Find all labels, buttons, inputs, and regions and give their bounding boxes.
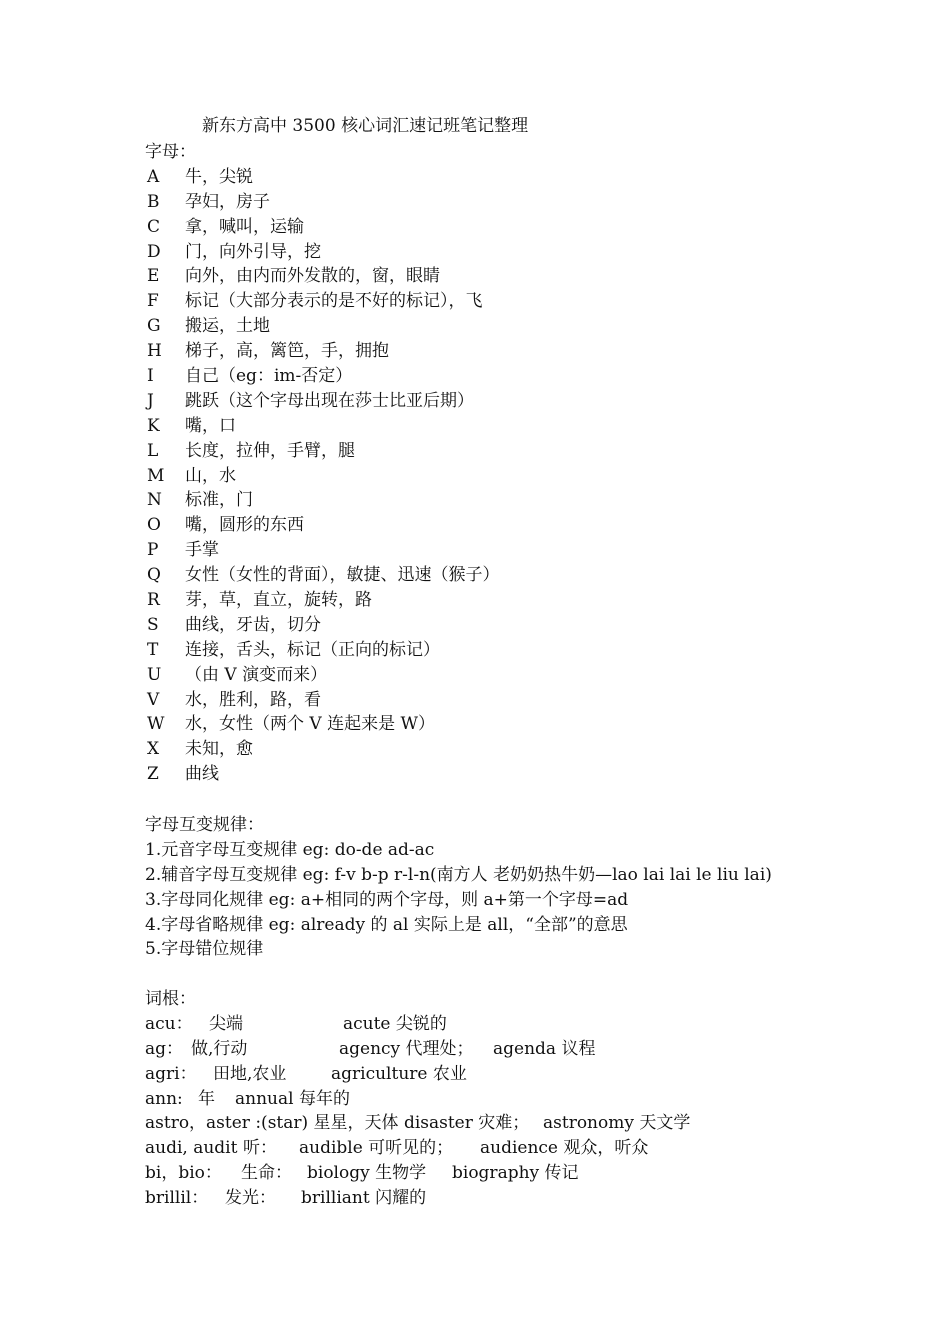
letter-meaning: 水，胜利，路，看: [185, 689, 321, 710]
letter-meaning: 水，女性（两个 V 连起来是 W）: [185, 714, 435, 735]
root-example: audible 可听见的；: [299, 1138, 454, 1159]
letter-row: [145, 165, 500, 190]
letter-meaning: 嘴，口: [185, 415, 236, 436]
letter-key: H: [147, 341, 162, 362]
letter-key: J: [147, 390, 154, 411]
root-meaning: 田地,农业: [213, 1063, 287, 1084]
letter-key: O: [147, 515, 161, 536]
letter-row: [145, 588, 500, 613]
root-term: ann:: [145, 1088, 183, 1109]
letter-meaning: 自己（eg：im-否定）: [185, 366, 353, 387]
root-term: brillil：: [145, 1188, 209, 1209]
letter-meaning: 孕妇，房子: [185, 191, 270, 212]
letter-key: P: [147, 540, 159, 561]
letter-row: [145, 464, 500, 489]
letter-row: [145, 613, 500, 638]
root-row: [145, 1062, 690, 1087]
letter-key: C: [147, 216, 161, 237]
root-row: [145, 1161, 690, 1186]
roots-heading: 词根：: [145, 989, 196, 1009]
letter-meaning: 拿，喊叫，运输: [185, 216, 304, 237]
letter-row: [145, 488, 500, 513]
root-term: astro，aster :(star) 星星，天体 disaster 灾难；: [145, 1113, 530, 1134]
letter-meaning: 曲线: [185, 764, 219, 785]
letter-key: K: [147, 415, 160, 436]
letter-key: T: [147, 639, 159, 660]
letter-row: [145, 364, 500, 389]
letter-meaning: 嘴，圆形的东西: [185, 515, 304, 536]
letter-key: N: [147, 490, 162, 511]
root-term: audi, audit: [145, 1138, 238, 1159]
letter-key: I: [147, 366, 154, 387]
letter-row: [145, 563, 500, 588]
letter-meaning: 女性（女性的背面），敏捷、迅速（猴子）: [185, 565, 500, 586]
letter-row: [145, 688, 500, 713]
letter-meaning: （由 V 演变而来）: [185, 664, 328, 685]
letter-row: [145, 414, 500, 439]
root-row: [145, 1012, 690, 1037]
letter-row: [145, 737, 500, 762]
letter-key: M: [147, 465, 165, 486]
root-example: acute 尖锐的: [343, 1013, 447, 1034]
letters-list: [145, 165, 500, 787]
root-meaning: 生命：: [241, 1163, 292, 1184]
root-term: bi，bio：: [145, 1163, 222, 1184]
letter-row: [145, 240, 500, 265]
root-meaning: 做,行动: [191, 1038, 248, 1059]
letter-meaning: 曲线，牙齿，切分: [185, 614, 321, 635]
root-row: [145, 1136, 690, 1161]
letter-row: [145, 289, 500, 314]
letter-row: [145, 389, 500, 414]
letter-key: U: [147, 664, 162, 685]
letter-row: [145, 314, 500, 339]
letter-row: [145, 712, 500, 737]
letter-row: [145, 264, 500, 289]
letter-row: [145, 538, 500, 563]
root-row: [145, 1111, 690, 1136]
letter-key: Q: [147, 565, 161, 586]
rule-item: 2.辅音字母互变规律 eg: f-v b-p r-l-n(南方人 老奶奶热牛奶—lao lai lai le liu lai): [145, 864, 772, 885]
root-row: [145, 1186, 690, 1211]
rule-item: 1.元音字母互变规律 eg: do-de ad-ac: [145, 839, 435, 860]
rule-item: 4.字母省略规律 eg: already 的 al 实际上是 all，“全部”的意思: [145, 914, 628, 935]
letter-meaning: 芽，草，直立，旋转，路: [185, 590, 372, 611]
root-term: agri：: [145, 1063, 197, 1084]
letter-row: [145, 339, 500, 364]
letter-meaning: 跳跃（这个字母出现在莎士比亚后期）: [185, 390, 474, 411]
letter-key: X: [147, 739, 160, 760]
letter-key: L: [147, 440, 159, 461]
letter-key: Z: [147, 764, 159, 785]
root-example: astronomy 天文学: [543, 1113, 691, 1134]
root-row: [145, 1087, 690, 1112]
root-example: biology 生物学: [307, 1163, 427, 1184]
letter-key: F: [147, 291, 159, 312]
root-term: ag：: [145, 1038, 184, 1059]
root-term: acu：: [145, 1013, 193, 1034]
letter-meaning: 标准，门: [185, 490, 253, 511]
letter-meaning: 连接，舌头，标记（正向的标记）: [185, 639, 440, 660]
letter-key: G: [147, 316, 161, 337]
letters-section: [145, 140, 500, 787]
letter-row: [145, 663, 500, 688]
letter-meaning: 搬运，土地: [185, 316, 270, 337]
letter-row: [145, 513, 500, 538]
letter-key: B: [147, 191, 160, 212]
letter-row: [145, 638, 500, 663]
root-example: biography 传记: [452, 1163, 579, 1184]
letter-row: [145, 215, 500, 240]
root-example: annual 每年的: [235, 1088, 350, 1109]
root-meaning: 尖端: [209, 1013, 243, 1034]
rules-section: [145, 813, 772, 962]
root-row: [145, 1037, 690, 1062]
root-example: agriculture 农业: [331, 1063, 467, 1084]
letter-meaning: 标记（大部分表示的是不好的标记），飞: [185, 291, 483, 312]
letter-key: V: [147, 689, 160, 710]
letter-key: R: [147, 590, 160, 611]
letter-key: D: [147, 241, 161, 262]
letter-row: [145, 762, 500, 787]
letter-meaning: 门，向外引导，挖: [185, 241, 321, 262]
root-example: agency 代理处；: [339, 1038, 474, 1059]
rules-heading: 字母互变规律：: [145, 815, 264, 835]
rule-item: 3.字母同化规律 eg: a+相同的两个字母，则 a+第一个字母=ad: [145, 889, 629, 910]
letter-row: [145, 190, 500, 215]
roots-section: [145, 987, 690, 1211]
letter-meaning: 牛，尖锐: [185, 166, 253, 187]
letter-meaning: 未知，愈: [185, 739, 253, 760]
letter-meaning: 长度，拉伸，手臂，腿: [185, 440, 355, 461]
letter-meaning: 梯子，高，篱笆，手，拥抱: [185, 341, 389, 362]
document-title: 新东方高中 3500 核心词汇速记班笔记整理: [202, 116, 529, 136]
rule-item: 5.字母错位规律: [145, 939, 264, 960]
root-example: audience 观众，听众: [480, 1138, 649, 1159]
root-meaning: 年: [198, 1088, 215, 1109]
letter-key: E: [147, 266, 160, 287]
letter-meaning: 向外，由内而外发散的，窗，眼睛: [185, 266, 440, 287]
letter-key: S: [147, 614, 159, 635]
letter-key: W: [147, 714, 165, 735]
root-meaning: 听：: [243, 1138, 277, 1159]
root-meaning: 发光：: [225, 1188, 276, 1209]
letter-meaning: 手掌: [185, 540, 219, 561]
root-example: agenda 议程: [493, 1038, 596, 1059]
letter-meaning: 山，水: [185, 465, 236, 486]
root-example: brilliant 闪耀的: [301, 1188, 427, 1209]
letter-key: A: [147, 166, 160, 187]
letters-heading: 字母：: [145, 142, 196, 162]
letter-row: [145, 439, 500, 464]
